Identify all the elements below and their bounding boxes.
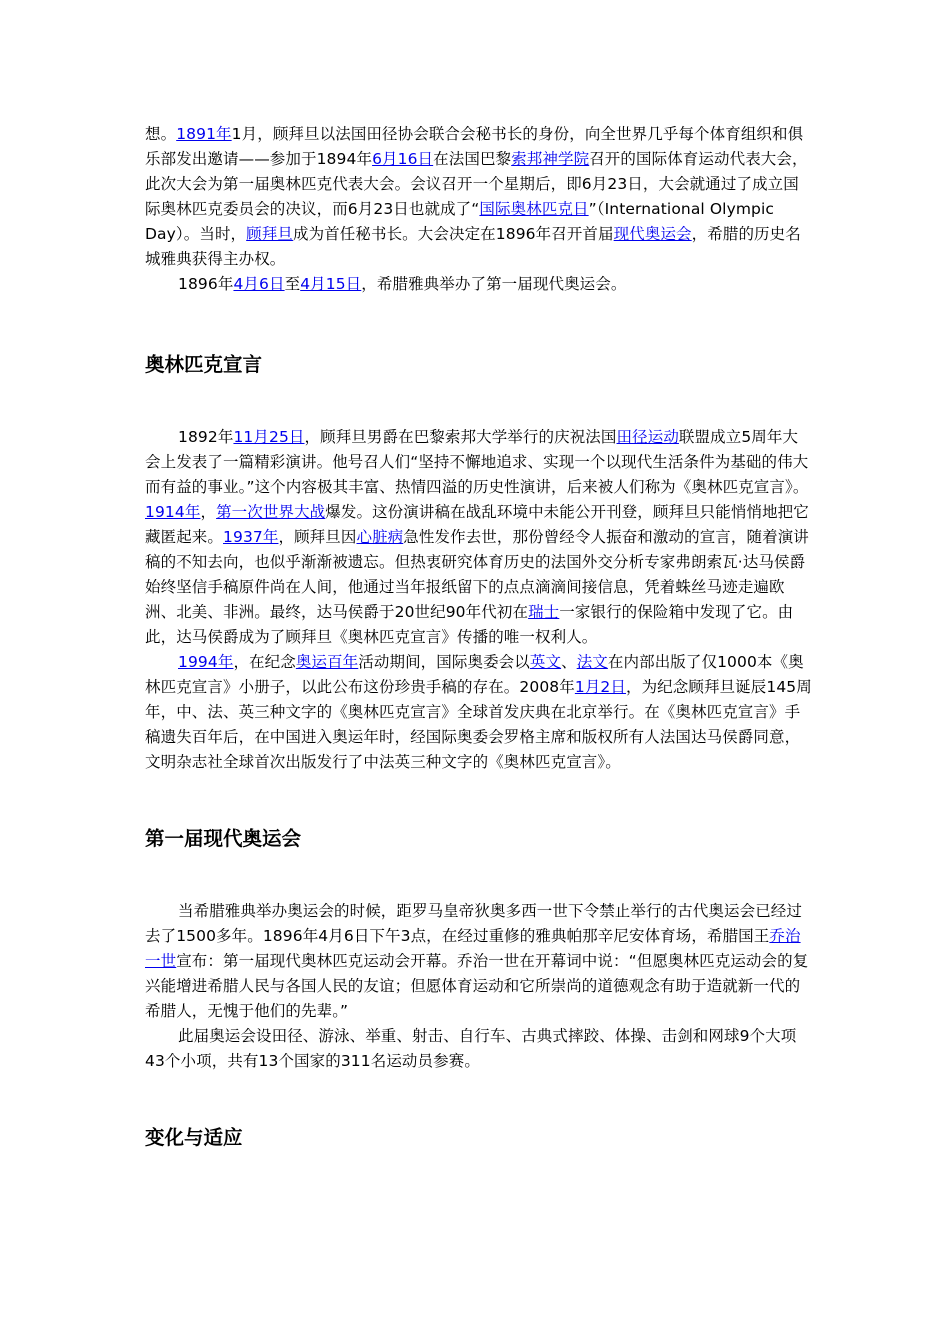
link-nov-25[interactable]: 11月25日 [233, 428, 305, 446]
link-athletics[interactable]: 田径运动 [616, 428, 679, 446]
link-april-6[interactable]: 4月6日 [233, 275, 285, 293]
link-olympic-day[interactable]: 国际奥林匹克日 [479, 200, 589, 218]
text: 当希腊雅典举办奥运会的时候，距罗马皇帝狄奥多西一世下令禁止举行的古代奥运会已经过去了1500多年。1896年4月6日下午3点，在经过重修的雅典帕那辛尼安体育场，希腊国王 [145, 902, 803, 945]
text: 宣布：第一届现代奥林匹克运动会开幕。乔治一世在开幕词中说：“但愿奥林匹克运动会的复兴能增进希腊人民与各国人民的友谊；但愿体育运动和它所崇尚的道德观念有助于造就新一代的希腊人，无愧于他们的先辈。” [145, 952, 809, 1020]
link-sorbonne[interactable]: 索邦神学院 [511, 150, 590, 168]
link-english[interactable]: 英文 [529, 653, 562, 671]
text: ”（International Olympic Day）。当时， [145, 200, 775, 243]
text: 至 [284, 275, 301, 293]
text: ，顾拜旦男爵在巴黎索邦大学举行的庆祝法国 [304, 428, 617, 446]
link-ww1[interactable]: 第一次世界大战 [216, 503, 326, 521]
link-heart-disease[interactable]: 心脏病 [356, 528, 404, 546]
link-switzerland[interactable]: 瑞士 [528, 603, 560, 621]
link-olympic-centenary[interactable]: 奥运百年 [295, 653, 359, 671]
text: 联盟成立5周年大会上发表了一篇精彩演讲。他号召人们“坚持不懈地追求、实现一个以现代生活条件为基础的伟大而有益的事业。”这个内容极其丰富、热情四溢的历史性演讲，后来被人们称为《奥林匹克宣言》。 [145, 428, 809, 496]
link-1891[interactable]: 1891年 [176, 125, 232, 143]
link-1937[interactable]: 1937年 [223, 528, 279, 546]
text: 1892年 [178, 428, 234, 446]
heading-first-modern-olympics: 第一届现代奥运会 [145, 827, 302, 850]
link-george-i[interactable]: 乔治一世 [145, 927, 801, 970]
paragraph-events-summary: 此届奥运会设田径、游泳、举重、射击、自行车、古典式摔跤、体操、击剑和网球9个大项43个小项，共有13个国家的311名运动员参赛。 [145, 1027, 797, 1070]
link-1994[interactable]: 1994年 [178, 653, 234, 671]
text: 想。 [145, 125, 177, 143]
paragraph-declaration-publication [145, 650, 813, 775]
text: ， [200, 503, 217, 521]
text: ，顾拜旦因 [278, 528, 357, 546]
text: 召开的国际体育运动代表大会，此次大会为第一届奥林匹克代表大会。会议召开一个星期后，即6月23日，大会就通过了成立国际奥林匹克委员会的决议，而6月23日也就成了“ [145, 150, 808, 218]
text: 活动期间，国际奥委会以 [358, 653, 530, 671]
text: 1896年 [178, 275, 234, 293]
heading-olympic-declaration: 奥林匹克宣言 [145, 353, 263, 376]
text: 一家银行的保险箱中发现了它。由此，达马侯爵成为了顾拜旦《奥林匹克宣言》传播的唯一权利人。 [145, 603, 794, 646]
paragraph-1896-games [145, 272, 813, 297]
text: 在内部出版了仅1000本《奥林匹克宣言》小册子，以此公布这份珍贵手稿的存在。2008年 [145, 653, 804, 696]
article-body [145, 122, 813, 1152]
link-1914[interactable]: 1914年 [145, 503, 201, 521]
link-coubertin[interactable]: 顾拜旦 [246, 225, 293, 243]
link-modern-olympics[interactable]: 现代奥运会 [613, 225, 692, 243]
text: 、 [561, 653, 577, 671]
text: ，为纪念顾拜旦诞辰145周年，中、法、英三种文字的《奥林匹克宣言》全球首发庆典在北京举行。在《奥林匹克宣言》手稿遗失百年后，在中国进入奥运年时，经国际奥委会罗格主席和版权所有人法国达马侯爵同意，文明杂志社全球首次出版发行了中法英三种文字的《奥林匹克宣言》。 [145, 678, 812, 771]
text: 1月，顾拜旦以法国田径协会联合会秘书长的身份，向全世界几乎每个体育组织和俱乐部发出邀请——参加于1894年 [145, 125, 804, 168]
paragraph-declaration-history [145, 425, 813, 650]
text: 爆发。这份演讲稿在战乱环境中未能公开刊登，顾拜旦只能悄悄地把它藏匿起来。 [145, 503, 809, 546]
text: 急性发作去世，那份曾经令人振奋和激动的宣言，随着演讲稿的不知去向，也似乎渐渐被遗忘。但热衷研究体育历史的法国外交分析专家弗朗索瓦·达马侯爵始终坚信手稿原件尚在人间，他通过当年报纸留下的点点滴滴间接信息，凭着蛛丝马迹走遍欧洲、北美、非洲。最终，达马侯爵于20世纪90年代初在 [145, 528, 809, 621]
heading-change-and-adaptation: 变化与适应 [145, 1126, 243, 1149]
text: ，在纪念 [233, 653, 296, 671]
paragraph-athens-opening [145, 899, 813, 1024]
link-april-15[interactable]: 4月15日 [300, 275, 362, 293]
paragraph-1891-invitation [145, 122, 813, 272]
link-french[interactable]: 法文 [576, 653, 608, 671]
text: 成为首任秘书长。大会决定在1896年召开首届 [292, 225, 614, 243]
text: ，希腊雅典举办了第一届现代奥运会。 [361, 275, 627, 293]
link-jan-2[interactable]: 1月2日 [574, 678, 626, 696]
text: ，希腊的历史名城雅典获得主办权。 [145, 225, 801, 268]
text: 在法国巴黎 [433, 150, 512, 168]
link-june-16[interactable]: 6月16日 [372, 150, 434, 168]
